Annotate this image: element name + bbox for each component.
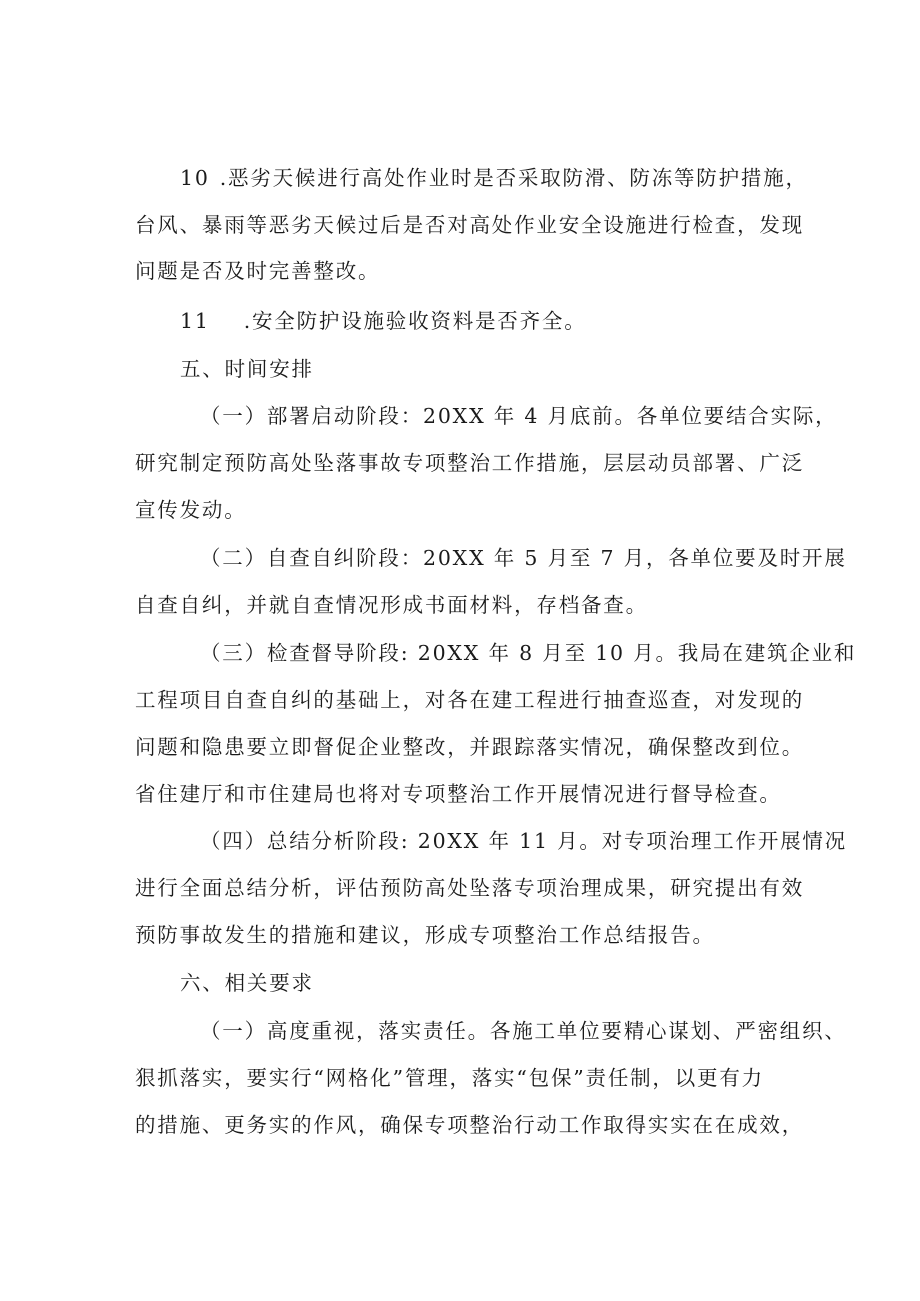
item-10-number: 10 [180, 166, 210, 190]
section-5-p3-line-2: 工程项目自查自纠的基础上，对各在建工程进行抽查巡查，对发现的 [135, 688, 804, 712]
item-10-line-2: 台风、暴雨等恶劣天候过后是否对高处作业安全设施进行检查，发现 [135, 213, 804, 237]
section-6-p1-line-2: 狠抓落实，要实行“网格化”管理，落实“包保”责任制，以更有力 [135, 1066, 764, 1090]
item-11-number: 11 [180, 309, 210, 333]
section-5-p2-line-1: （二）自查自纠阶段：20XX 年 5 月至 7 月，各单位要及时开展 [200, 546, 847, 570]
item-11-text: .安全防护设施验收资料是否齐全。 [243, 309, 587, 333]
section-6-heading: 六、相关要求 [180, 971, 314, 995]
section-5-p4-line-2: 进行全面总结分析，评估预防高处坠落专项治理成果，研究提出有效 [135, 876, 804, 900]
section-6-p1-line-3: 的措施、更务实的作风，确保专项整治行动工作取得实实在在成效， [135, 1113, 804, 1137]
section-5-p3-line-4: 省住建厅和市住建局也将对专项整治工作开展情况进行督导检查。 [135, 782, 782, 806]
item-10-line-1 [180, 163, 808, 193]
item-11-line [180, 306, 587, 336]
section-5-p3-line-1: （三）检查督导阶段: 20XX 年 8 月至 10 月。我局在建筑企业和 [200, 641, 857, 665]
section-5-p3-line-3: 问题和隐患要立即督促企业整改，并跟踪落实情况，确保整改到位。 [135, 735, 804, 759]
section-5-p1-line-2: 研究制定预防高处坠落事故专项整治工作措施，层层动员部署、广泛 [135, 451, 804, 475]
section-5-p4-line-1: （四）总结分析阶段: 20XX 年 11 月。对专项治理工作开展情况 [200, 829, 848, 853]
section-5-p2-line-2: 自查自纠，并就自查情况形成书面材料，存档备查。 [135, 593, 648, 617]
item-10-line-3: 问题是否及时完善整改。 [135, 259, 381, 283]
item-10-text: .恶劣天候进行高处作业时是否采取防滑、防冻等防护措施， [219, 166, 808, 190]
section-6-p1-line-1: （一）高度重视，落实责任。各施工单位要精心谋划、严密组织、 [200, 1019, 847, 1043]
section-5-p1-line-1: （一）部署启动阶段：20XX 年 4 月底前。各单位要结合实际， [200, 404, 838, 428]
section-5-p4-line-3: 预防事故发生的措施和建议，形成专项整治工作总结报告。 [135, 923, 715, 947]
section-5-p1-line-3: 宣传发动。 [135, 498, 247, 522]
section-5-heading: 五、时间安排 [180, 357, 314, 381]
